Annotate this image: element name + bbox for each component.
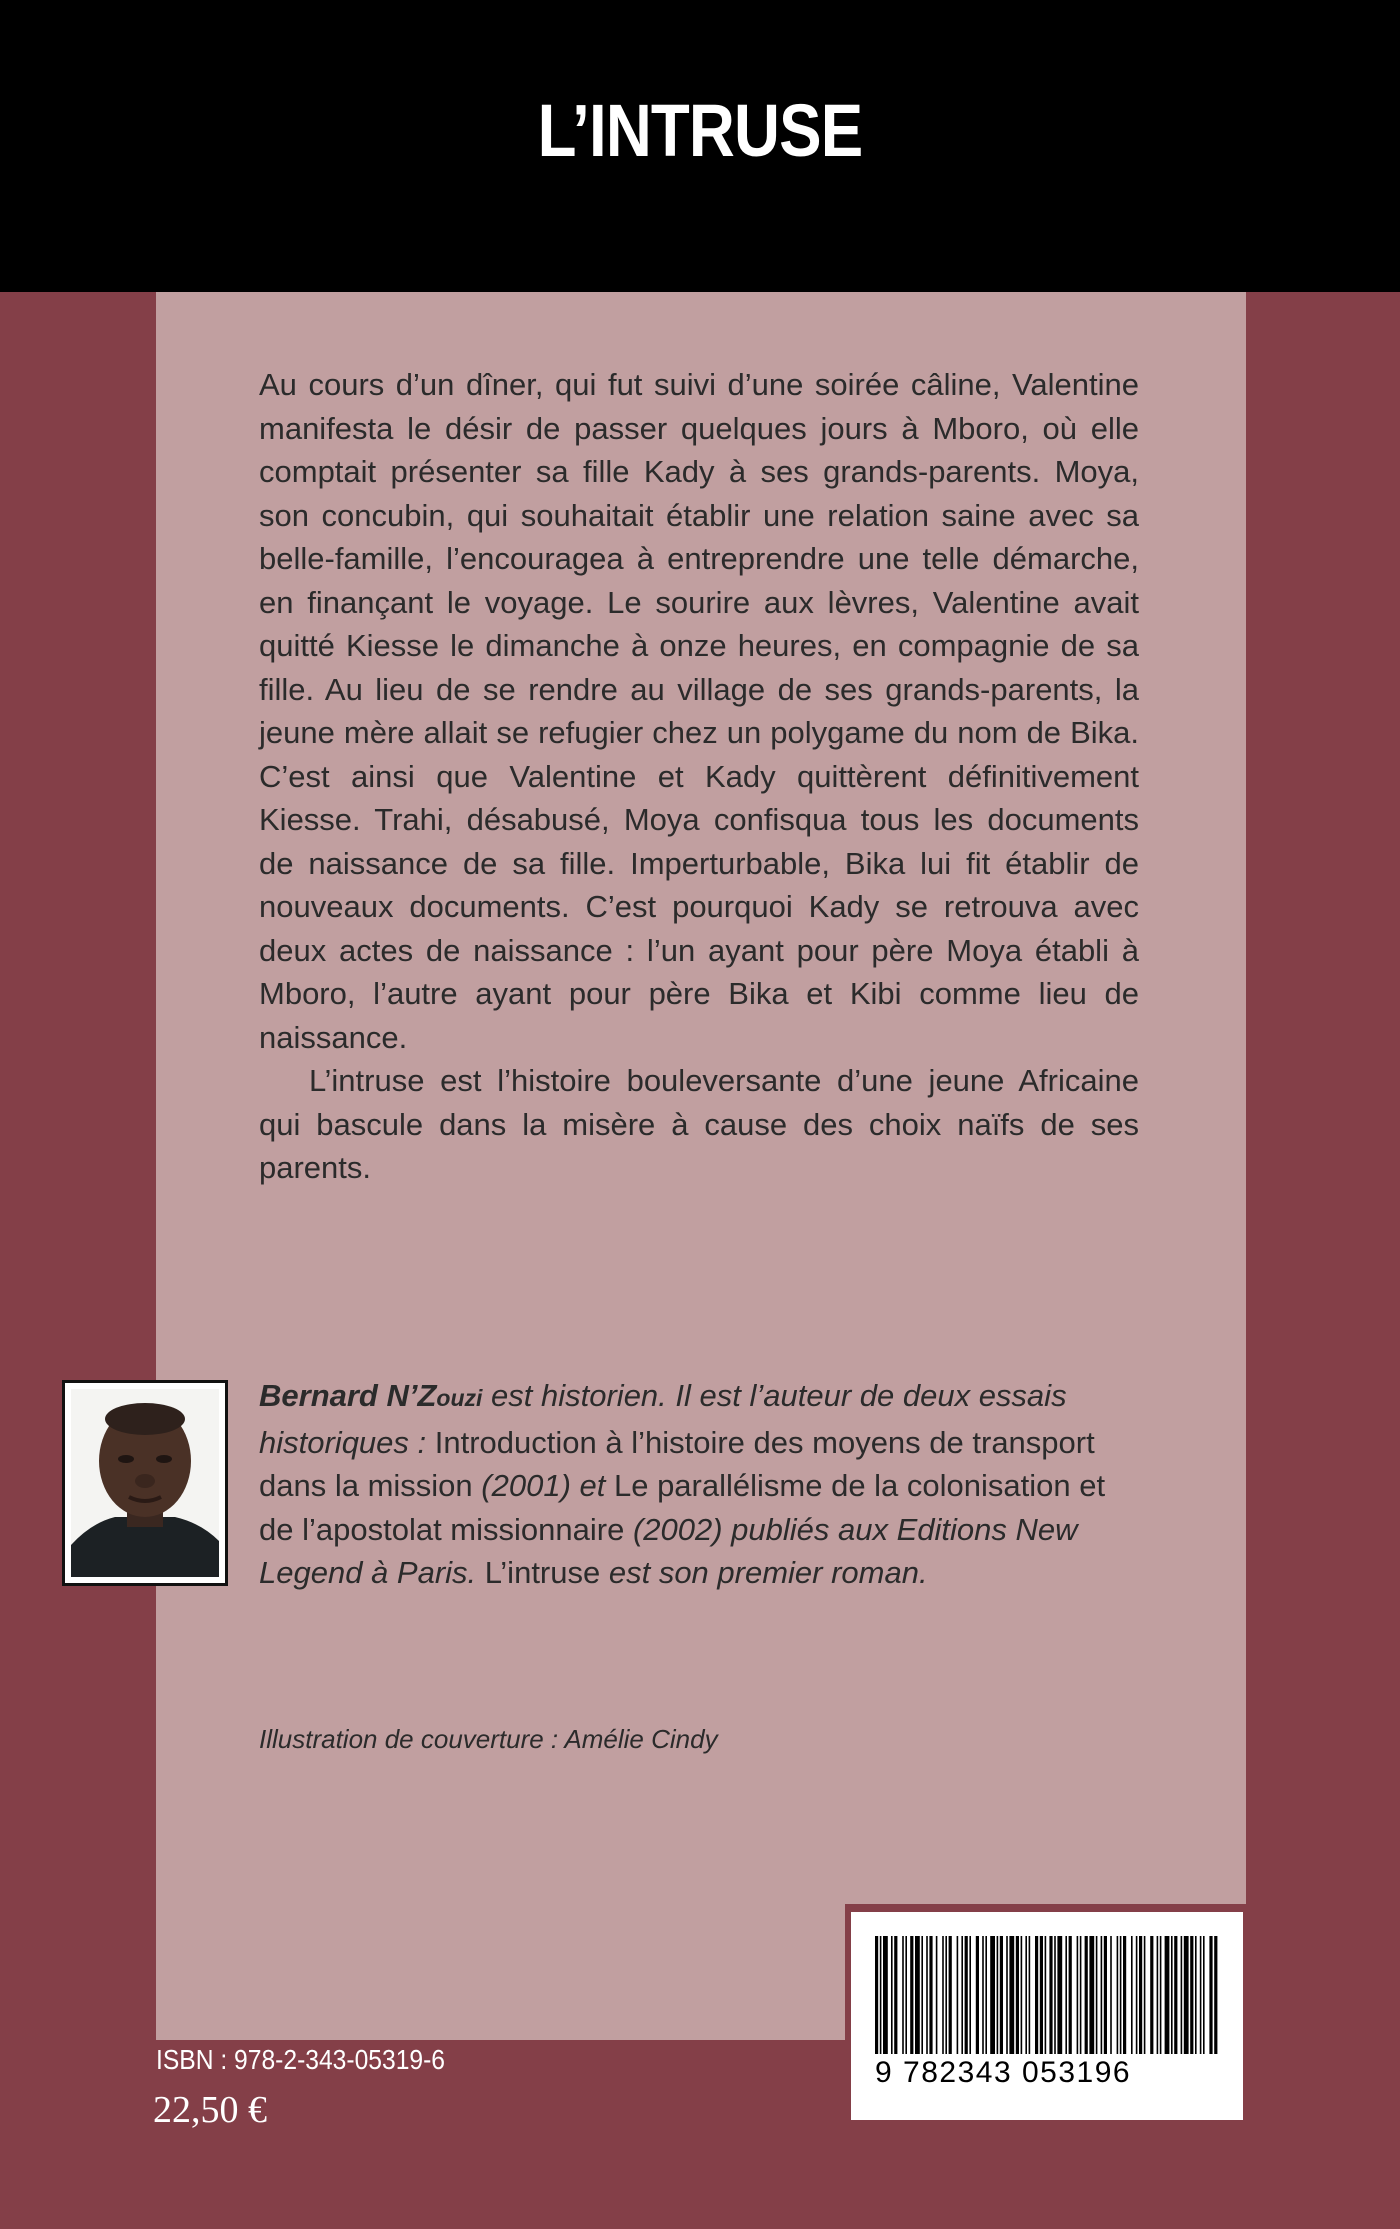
barcode-bar [1110,1936,1112,2054]
barcode-bar [957,1936,959,2054]
barcode-bar [990,1936,995,2054]
synopsis [259,363,1139,1190]
barcode-bar [1120,1936,1122,2054]
author-portrait-image [71,1389,219,1577]
barcode-bar [936,1936,938,2054]
synopsis-paragraph-1: Au cours d’un dîner, qui fut suivi d’une soirée câline, Valentine manifesta le désir de passer quelques jours à Mboro, où elle comptait présenter sa fille Kady à ses grands-parents. Moya, son concubin, qui souhaitait établir une relation saine avec sa belle-famille, l’encouragea à entreprendre une telle démarche, en finançant le voyage. Le sourire aux lèvres, Valentine avait quitté Kiesse le dimanche à onze heures, en compagnie de sa fille. Au lieu de se rendre au village de ses grands-parents, la jeune mère allait se refugier chez un polygame du nom de Bika. C’est ainsi que Valentine et Kady quittèrent définitivement Kiesse. Trahi, désabusé, Moya confisqua tous les documents de naissance de sa fille. Imperturbable, Bika lui fit établir de nouveaux documents. C’est pourquoi Kady se retrouva avec deux actes de naissance : l’un ayant pour père Moya établi à Mboro, l’autre ayant pour père Bika et Kibi comme lieu de naissance. [259,367,1139,1055]
barcode-digits: 9 782343 053196 [875,2056,1132,2089]
barcode-bar [997,1936,999,2054]
author-portrait [71,1389,219,1577]
barcode-bar [1069,1936,1072,2054]
barcode-bar [982,1936,984,2054]
barcode-bar [1139,1936,1142,2054]
barcode-bar [949,1936,952,2054]
synopsis-paragraph-2: L’intruse est l’histoire bouleversante d’une jeune Africaine qui bascule dans la misère à cause des choix naïfs de ses parents. [259,1063,1139,1185]
barcode-bar [891,1936,893,2054]
barcode-bar [1144,1936,1146,2054]
barcode-bars [875,1936,1219,2056]
barcode-bar [1085,1936,1088,2054]
barcode-bar [1006,1936,1008,2054]
barcode-bar [894,1936,897,2054]
bio-text-1: est historien. Il est l’auteur de deux essais historiques : [259,1378,1067,1460]
barcode-bar [910,1936,913,2054]
barcode-bar [1184,1936,1189,2054]
barcode-bar [1195,1936,1197,2054]
barcode-bar [1131,1936,1133,2054]
barcode-bar [1025,1936,1027,2054]
author-name-first: Bernard N’Z [259,1378,437,1413]
barcode-bar [1089,1936,1094,2054]
barcode-bar [1150,1936,1153,2054]
barcode-bar [1181,1936,1183,2054]
bio-year-1: (2001) et [481,1468,606,1503]
barcode-bar [1045,1936,1047,2054]
barcode-bar [1000,1936,1003,2054]
barcode-bar [1101,1936,1103,2054]
barcode-bar [1049,1936,1052,2054]
barcode-bar [1209,1936,1212,2054]
barcode-bar [915,1936,920,2054]
book-title-1: Introduction à l’histoire des moyens de transport dans la mission [259,1424,1095,1503]
barcode-bar [945,1936,947,2054]
barcode-bar [1009,1936,1014,2054]
barcode-bar [1021,1936,1023,2054]
barcode-bar [1104,1936,1107,2054]
barcode-bar [902,1936,904,2054]
barcode-bar [1040,1936,1043,2054]
barcode-bar [905,1936,907,2054]
barcode-bar [883,1936,888,2054]
barcode-bar [961,1936,963,2054]
barcode-bar [1203,1936,1205,2054]
barcode-bar [1160,1936,1162,2054]
barcode-bar [1123,1936,1126,2054]
barcode-bar [929,1936,932,2054]
barcode-bar [1214,1936,1217,2054]
barcode-bar [965,1936,968,2054]
book-title-3: L’intruse [476,1555,601,1590]
barcode-bar [1174,1936,1177,2054]
barcode-bar [926,1936,928,2054]
barcode-bar [1057,1936,1062,2054]
barcode-bar [1035,1936,1038,2054]
barcode-bar [969,1936,971,2054]
barcode-bar [1200,1936,1202,2054]
barcode-bar [1190,1936,1193,2054]
barcode-bar [942,1936,944,2054]
barcode-bar [1054,1936,1056,2054]
barcode-bar [1080,1936,1082,2054]
barcode-bar [1165,1936,1170,2054]
barcode-bar [1096,1936,1098,2054]
barcode-bar [880,1936,882,2054]
barcode-bar [875,1936,878,2054]
barcode [851,1912,1243,2120]
barcode-bar [985,1936,987,2054]
book-title-2: Le parallélisme de la colonisation et de l’apostolat missionnaire [259,1468,1106,1547]
isbn: ISBN : 978-2-343-05319-6 [156,2044,446,2075]
barcode-bar [1171,1936,1173,2054]
barcode-bar [1065,1936,1067,2054]
barcode-bar [976,1936,979,2054]
price: 22,50 € [153,2089,267,2131]
barcode-bar [1016,1936,1019,2054]
author-photo [62,1380,228,1586]
author-bio [259,1374,1139,1595]
bio-text-2: (2002) publiés aux Editions New Legend à Paris. [259,1511,1078,1590]
book-title: L’INTRUSE [537,89,863,172]
barcode-bar [1136,1936,1138,2054]
author-name-rest: ouzi [436,1385,483,1411]
cover-credit: Illustration de couverture : Amélie Cindy [259,1724,718,1754]
barcode-bar [1117,1936,1119,2054]
barcode-bar [921,1936,923,2054]
barcode-bar [1157,1936,1159,2054]
barcode-bar [1077,1936,1079,2054]
bio-text-3: est son premier roman. [600,1555,928,1590]
barcode-bar [1029,1936,1031,2054]
